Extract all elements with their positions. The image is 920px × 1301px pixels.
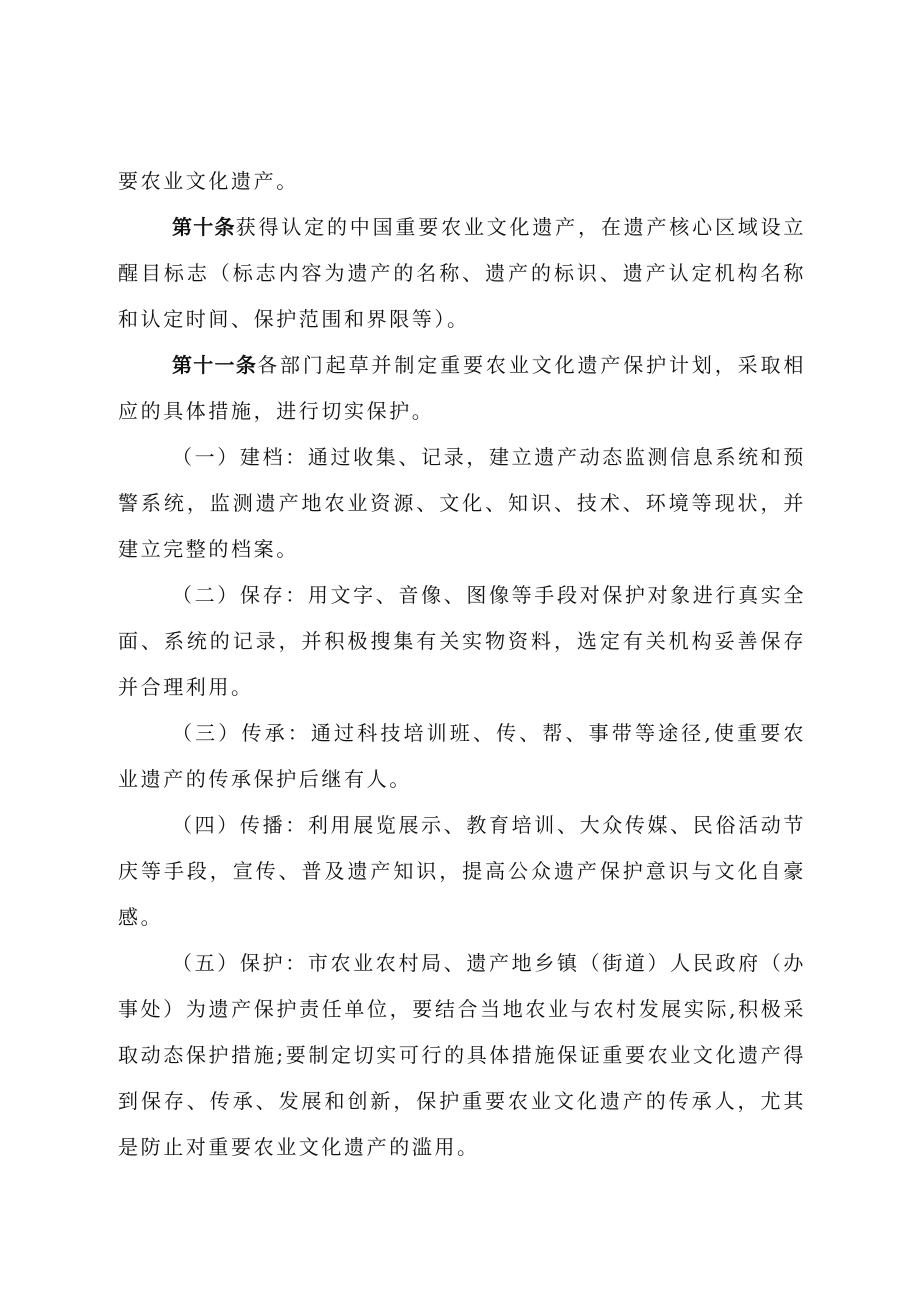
paragraph-text: （五）保护：市农业农村局、遗产地乡镇（街道）人民政府（办事处）为遗产保护责任单位，要结合当地农业与农村发展实际,积极采取动态保护措施;要制定切实可行的具体措施保证重要农业文化遗产得到保存、传承、发展和创新，保护重要农业文化遗产的传承人，尤其是防止对重要农业文化遗产的滥用。 xyxy=(118,951,806,1159)
paragraph-text: 各部门起草并制定重要农业文化遗产保护计划，采取相应的具体措施，进行切实保护。 xyxy=(118,353,806,423)
paragraph-continuation xyxy=(118,158,806,204)
paragraph-text: 获得认定的中国重要农业文化遗产，在遗产核心区域设立醒目标志（标志内容为遗产的名称、遗产的标识、遗产认定机构名称和认定时间、保护范围和界限等）。 xyxy=(118,215,807,331)
paragraph-text: （四）传播：利用展览展示、教育培训、大众传媒、民俗活动节庆等手段，宣传、普及遗产知识，提高公众遗产保护意识与文化自豪感。 xyxy=(118,813,806,929)
article-10-paragraph xyxy=(118,204,806,342)
item-protection-paragraph xyxy=(118,940,806,1170)
paragraph-text: （三）传承：通过科技培训班、传、帮、事带等途径,使重要农业遗产的传承保护后继有人。 xyxy=(118,721,806,791)
paragraph-text: （一）建档：通过收集、记录，建立遗产动态监测信息系统和预警系统，监测遗产地农业资源、文化、知识、技术、环境等现状，并建立完整的档案。 xyxy=(118,445,806,561)
article-11-paragraph xyxy=(118,342,806,434)
article-number: 第十一条 xyxy=(172,353,258,377)
paragraph-text: （二）保存：用文字、音像、图像等手段对保护对象进行真实全面、系统的记录，并积极搜集有关实物资料，选定有关机构妥善保存并合理利用。 xyxy=(118,583,806,699)
document-body xyxy=(118,158,806,1170)
item-archiving-paragraph xyxy=(118,434,806,572)
paragraph-text: 要农业文化遗产。 xyxy=(118,169,299,193)
article-number: 第十条 xyxy=(172,215,236,239)
item-preservation-paragraph xyxy=(118,572,806,710)
item-dissemination-paragraph xyxy=(118,802,806,940)
item-inheritance-paragraph xyxy=(118,710,806,802)
